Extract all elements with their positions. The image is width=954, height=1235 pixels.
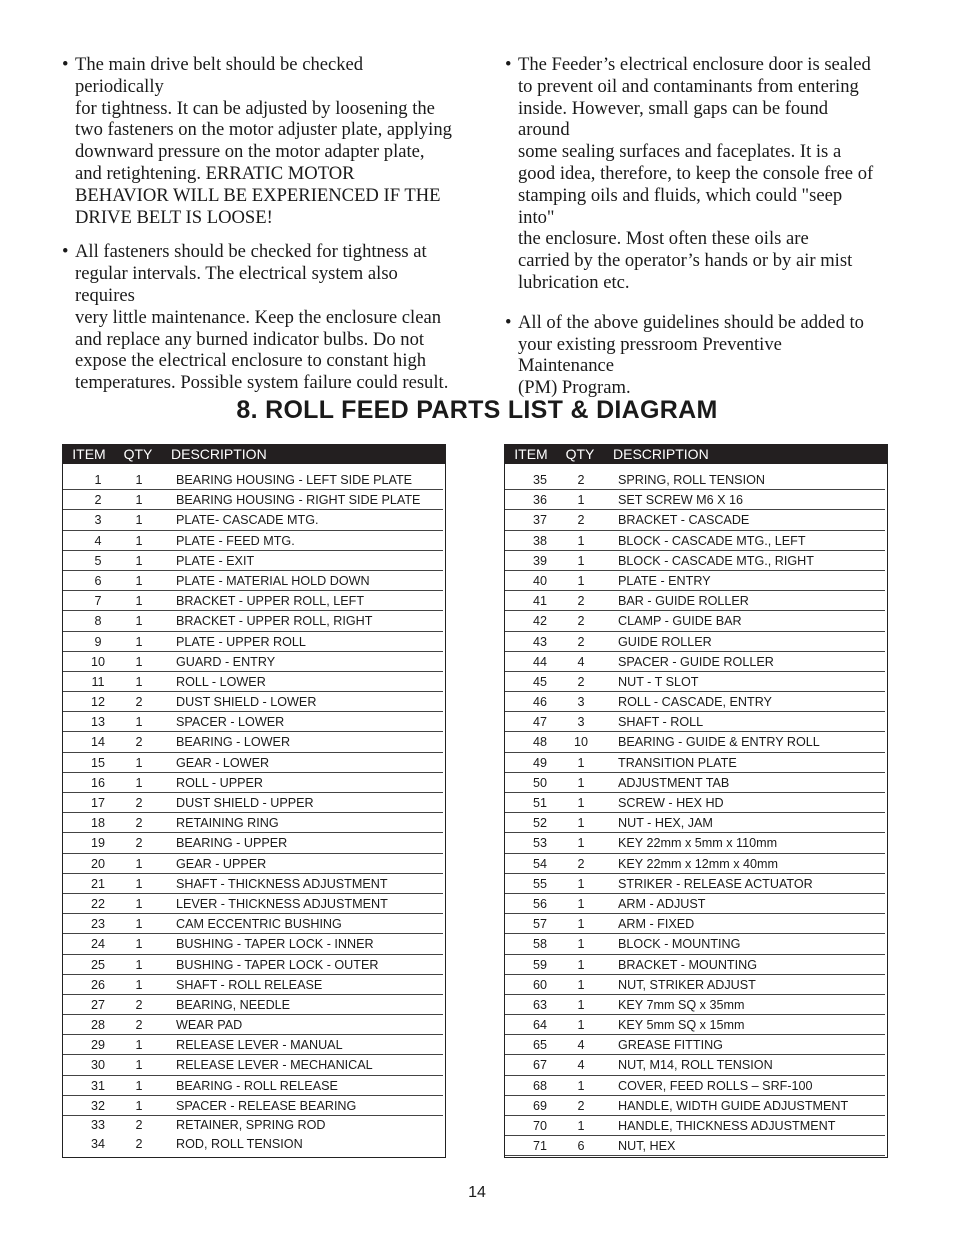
table-row bbox=[63, 632, 443, 652]
description: NUT, HEX bbox=[618, 1139, 676, 1154]
description: BRACKET - MOUNTING bbox=[618, 957, 758, 972]
quantity: 4 bbox=[577, 1058, 585, 1073]
description: PLATE - ENTRY bbox=[618, 573, 711, 588]
table-row bbox=[63, 531, 443, 551]
table-row bbox=[63, 1096, 443, 1116]
quantity: 1 bbox=[577, 573, 585, 588]
description: PLATE - UPPER ROLL bbox=[176, 634, 306, 649]
item-number: 42 bbox=[532, 614, 547, 629]
table-row bbox=[505, 490, 885, 510]
description: BEARING - GUIDE & ENTRY ROLL bbox=[618, 735, 820, 750]
item-number: 52 bbox=[532, 816, 547, 831]
quantity: 1 bbox=[577, 816, 585, 831]
quantity: 2 bbox=[577, 513, 585, 528]
description: NUT, M14, ROLL TENSION bbox=[618, 1058, 773, 1073]
table-row bbox=[505, 470, 885, 490]
header-qty: QTY bbox=[565, 446, 595, 462]
quantity: 1 bbox=[135, 594, 143, 609]
table-row bbox=[63, 1076, 443, 1096]
table-row bbox=[505, 551, 885, 571]
item-number: 70 bbox=[532, 1119, 547, 1133]
bullet-paragraph: • The main drive belt should be checked periodically for tightness. It can be adjusted by loosening the two fasteners on the motor adjuster plate, applying downward pressure on the motor adapter plate, and retightening. ERRATIC MOTOR BEHAVIOR WILL BE EXPERIENCED IF THE DRIVE BELT IS LOOSE! bbox=[62, 54, 454, 228]
quantity: 1 bbox=[135, 1038, 143, 1053]
item-number: 31 bbox=[90, 1078, 105, 1093]
quantity: 2 bbox=[135, 836, 143, 851]
item-number: 26 bbox=[90, 977, 105, 992]
quantity: 2 bbox=[577, 473, 585, 487]
item-number: 27 bbox=[90, 997, 105, 1012]
item-number: 41 bbox=[532, 594, 547, 609]
quantity: 1 bbox=[135, 553, 143, 568]
description: RELEASE LEVER - MANUAL bbox=[176, 1038, 343, 1053]
table-header bbox=[505, 444, 887, 470]
quantity: 1 bbox=[135, 896, 143, 911]
header-item: ITEM bbox=[514, 446, 548, 462]
quantity: 3 bbox=[577, 715, 585, 730]
description: SPACER - LOWER bbox=[176, 715, 285, 730]
table-row bbox=[63, 753, 443, 773]
table-row bbox=[63, 490, 443, 510]
item-number: 40 bbox=[532, 573, 547, 588]
quantity: 2 bbox=[135, 735, 143, 750]
quantity: 2 bbox=[135, 1018, 143, 1033]
table-row bbox=[505, 652, 885, 672]
quantity: 2 bbox=[577, 856, 585, 871]
table-row bbox=[63, 1055, 443, 1075]
quantity: 1 bbox=[135, 715, 143, 730]
description: ROLL - CASCADE, ENTRY bbox=[618, 695, 772, 710]
table-row bbox=[63, 833, 443, 853]
quantity: 1 bbox=[135, 775, 143, 790]
quantity: 2 bbox=[577, 674, 585, 689]
item-number: 47 bbox=[532, 715, 547, 730]
item-number: 12 bbox=[90, 695, 105, 710]
table-row bbox=[505, 1076, 885, 1096]
table-row bbox=[505, 1096, 885, 1116]
item-number: 15 bbox=[90, 755, 105, 770]
bullet-paragraph: • All fasteners should be checked for tightness at regular intervals. The electrical system also requires very little maintenance. Keep the enclosure clean and replace any burned indicator bulbs. Do not expose the electrical enclosure to constant high temperatures. Possible system failure could result. bbox=[62, 241, 454, 394]
table-row bbox=[63, 1116, 443, 1135]
table-row bbox=[63, 652, 443, 672]
item-number: 46 bbox=[532, 695, 547, 710]
table-row bbox=[505, 833, 885, 853]
item-number: 25 bbox=[90, 957, 105, 972]
item-number: 51 bbox=[532, 796, 547, 810]
table-row bbox=[505, 510, 885, 530]
quantity: 1 bbox=[135, 957, 143, 972]
description: RETAINING RING bbox=[176, 816, 279, 831]
item-number: 29 bbox=[90, 1038, 105, 1053]
quantity: 1 bbox=[135, 573, 143, 588]
quantity: 10 bbox=[573, 735, 588, 750]
table-row bbox=[63, 551, 443, 571]
table-row bbox=[63, 894, 443, 914]
description: BEARING HOUSING - RIGHT SIDE PLATE bbox=[176, 493, 421, 508]
header-description: DESCRIPTION bbox=[171, 446, 267, 462]
quantity: 3 bbox=[577, 695, 585, 710]
table-row bbox=[63, 934, 443, 954]
table-row bbox=[505, 874, 885, 894]
description: DUST SHIELD - UPPER bbox=[176, 796, 314, 810]
item-number: 22 bbox=[90, 896, 105, 911]
quantity: 1 bbox=[577, 917, 585, 932]
table-row bbox=[505, 1035, 885, 1055]
description: HANDLE, THICKNESS ADJUSTMENT bbox=[618, 1119, 836, 1133]
quantity: 1 bbox=[135, 1058, 143, 1073]
item-number: 56 bbox=[532, 896, 547, 911]
left-text-column bbox=[62, 54, 454, 407]
table-row bbox=[63, 571, 443, 591]
description: BEARING, NEEDLE bbox=[176, 997, 291, 1012]
table-row bbox=[63, 793, 443, 813]
quantity: 1 bbox=[577, 1119, 585, 1133]
item-number: 48 bbox=[532, 735, 547, 750]
description: SHAFT - THICKNESS ADJUSTMENT bbox=[176, 876, 388, 891]
item-number: 57 bbox=[532, 917, 547, 932]
table-row bbox=[505, 571, 885, 591]
bullet-paragraph: • All of the above guidelines should be added to your existing pressroom Preventive Maintenance (PM) Program. bbox=[505, 312, 877, 399]
table-row bbox=[63, 692, 443, 712]
item-number: 64 bbox=[532, 1018, 547, 1033]
quantity: 1 bbox=[577, 755, 585, 770]
table-row bbox=[505, 712, 885, 732]
description: BEARING - UPPER bbox=[176, 836, 288, 851]
table-row bbox=[505, 975, 885, 995]
item-number: 44 bbox=[532, 654, 547, 669]
parts-table-right bbox=[504, 444, 888, 1158]
description: ARM - FIXED bbox=[618, 917, 695, 932]
quantity: 4 bbox=[577, 654, 585, 669]
table-row bbox=[505, 591, 885, 611]
item-number: 58 bbox=[532, 937, 547, 952]
item-number: 33 bbox=[90, 1118, 105, 1132]
item-number: 37 bbox=[532, 513, 547, 528]
quantity: 1 bbox=[577, 997, 585, 1012]
quantity: 1 bbox=[577, 553, 585, 568]
description: CAM ECCENTRIC BUSHING bbox=[176, 917, 342, 932]
quantity: 2 bbox=[577, 1098, 585, 1113]
right-text-column bbox=[505, 54, 877, 417]
item-number: 6 bbox=[94, 573, 102, 588]
item-number: 18 bbox=[90, 816, 105, 831]
header-qty: QTY bbox=[123, 446, 153, 462]
section-title: 8. ROLL FEED PARTS LIST & DIAGRAM bbox=[236, 396, 718, 424]
table-row bbox=[505, 672, 885, 692]
description: CLAMP - GUIDE BAR bbox=[618, 614, 742, 629]
description: LEVER - THICKNESS ADJUSTMENT bbox=[176, 896, 388, 911]
bullet-paragraph: • The Feeder’s electrical enclosure door is sealed to prevent oil and contaminants from entering inside. However, small gaps can be found around some sealing surfaces and faceplates. It is a good idea, therefore, to keep the console free of stamping oils and fluids, which could "seep into" the enclosure. Most often these oils are carried by the operator’s hands or by air mist lubrication etc. bbox=[505, 54, 877, 294]
description: BUSHING - TAPER LOCK - INNER bbox=[176, 937, 374, 952]
description: SHAFT - ROLL RELEASE bbox=[176, 977, 323, 992]
quantity: 1 bbox=[135, 674, 143, 689]
table-row bbox=[63, 1035, 443, 1055]
quantity: 1 bbox=[577, 957, 585, 972]
description: NUT, STRIKER ADJUST bbox=[618, 977, 756, 992]
quantity: 2 bbox=[577, 634, 585, 649]
quantity: 1 bbox=[577, 533, 585, 548]
table-row bbox=[505, 793, 885, 813]
header-item: ITEM bbox=[72, 446, 106, 462]
item-number: 45 bbox=[532, 674, 547, 689]
item-number: 11 bbox=[91, 674, 105, 689]
description: WEAR PAD bbox=[176, 1018, 243, 1033]
item-number: 50 bbox=[532, 775, 547, 790]
description: SHAFT - ROLL bbox=[618, 715, 704, 730]
item-number: 54 bbox=[532, 856, 547, 871]
quantity: 2 bbox=[135, 695, 143, 710]
item-number: 14 bbox=[90, 735, 105, 750]
quantity: 1 bbox=[135, 937, 143, 952]
table-row bbox=[63, 874, 443, 894]
quantity: 4 bbox=[577, 1038, 585, 1053]
quantity: 1 bbox=[135, 654, 143, 669]
description: BEARING - ROLL RELEASE bbox=[176, 1078, 338, 1093]
quantity: 6 bbox=[577, 1139, 585, 1154]
item-number: 19 bbox=[90, 836, 105, 851]
quantity: 1 bbox=[577, 876, 585, 891]
table-row bbox=[63, 955, 443, 975]
quantity: 1 bbox=[577, 775, 585, 790]
description: DUST SHIELD - LOWER bbox=[176, 695, 317, 710]
quantity: 1 bbox=[135, 755, 143, 770]
table-row bbox=[505, 531, 885, 551]
table-row bbox=[505, 753, 885, 773]
description: NUT - HEX, JAM bbox=[618, 816, 713, 831]
item-number: 23 bbox=[90, 917, 105, 932]
table-row bbox=[505, 773, 885, 793]
description: GEAR - UPPER bbox=[176, 856, 267, 871]
table-row bbox=[63, 1015, 443, 1035]
quantity: 2 bbox=[135, 816, 143, 831]
item-number: 35 bbox=[532, 473, 547, 487]
table-row bbox=[63, 975, 443, 995]
table-row bbox=[505, 914, 885, 934]
item-number: 71 bbox=[532, 1139, 547, 1154]
description: SCREW - HEX HD bbox=[618, 796, 724, 810]
description: KEY 22mm x 5mm x 110mm bbox=[618, 836, 778, 851]
item-number: 68 bbox=[532, 1078, 547, 1093]
description: RETAINER, SPRING ROD bbox=[176, 1118, 326, 1132]
table-row bbox=[505, 934, 885, 954]
header-description: DESCRIPTION bbox=[613, 446, 709, 462]
item-number: 2 bbox=[94, 493, 102, 508]
quantity: 1 bbox=[135, 977, 143, 992]
item-number: 38 bbox=[532, 533, 547, 548]
table-row bbox=[505, 632, 885, 652]
description: SET SCREW M6 X 16 bbox=[618, 493, 744, 508]
description: KEY 5mm SQ x 15mm bbox=[618, 1018, 745, 1033]
description: HANDLE, WIDTH GUIDE ADJUSTMENT bbox=[618, 1098, 849, 1113]
item-number: 65 bbox=[532, 1038, 547, 1053]
quantity: 1 bbox=[135, 876, 143, 891]
table-row bbox=[505, 955, 885, 975]
quantity: 2 bbox=[135, 796, 143, 810]
table-row bbox=[63, 470, 443, 490]
item-number: 28 bbox=[90, 1018, 105, 1033]
description: BLOCK - CASCADE MTG., LEFT bbox=[618, 533, 806, 548]
item-number: 16 bbox=[90, 775, 105, 790]
table-row bbox=[63, 611, 443, 631]
quantity: 1 bbox=[135, 614, 143, 629]
description: ADJUSTMENT TAB bbox=[618, 775, 730, 790]
parts-table-left bbox=[62, 444, 446, 1158]
description: BEARING HOUSING - LEFT SIDE PLATE bbox=[176, 473, 413, 487]
table-row bbox=[63, 1135, 443, 1154]
table-body bbox=[63, 470, 445, 1154]
quantity: 1 bbox=[577, 1078, 585, 1093]
description: ROLL - UPPER bbox=[176, 775, 264, 790]
item-number: 13 bbox=[90, 715, 105, 730]
quantity: 1 bbox=[135, 473, 143, 487]
item-number: 60 bbox=[532, 977, 547, 992]
table-header bbox=[63, 444, 445, 470]
table-row bbox=[505, 995, 885, 1015]
description: TRANSITION PLATE bbox=[618, 755, 737, 770]
item-number: 21 bbox=[90, 876, 105, 891]
description: PLATE- CASCADE MTG. bbox=[176, 513, 319, 528]
description: SPRING, ROLL TENSION bbox=[618, 473, 765, 487]
item-number: 34 bbox=[90, 1137, 105, 1151]
description: COVER, FEED ROLLS – SRF-100 bbox=[618, 1078, 813, 1093]
description: PLATE - MATERIAL HOLD DOWN bbox=[176, 573, 370, 588]
table-row bbox=[505, 1136, 885, 1156]
table-row bbox=[63, 773, 443, 793]
table-row bbox=[505, 692, 885, 712]
item-number: 7 bbox=[94, 594, 102, 609]
item-number: 9 bbox=[94, 634, 102, 649]
item-number: 69 bbox=[532, 1098, 547, 1113]
table-row bbox=[63, 732, 443, 752]
quantity: 1 bbox=[577, 977, 585, 992]
description: GUARD - ENTRY bbox=[176, 654, 276, 669]
table-row bbox=[505, 894, 885, 914]
item-number: 63 bbox=[532, 997, 547, 1012]
quantity: 2 bbox=[135, 1137, 143, 1151]
quantity: 1 bbox=[135, 917, 143, 932]
quantity: 1 bbox=[135, 856, 143, 871]
item-number: 4 bbox=[94, 533, 102, 548]
description: KEY 7mm SQ x 35mm bbox=[618, 997, 745, 1012]
quantity: 1 bbox=[577, 937, 585, 952]
quantity: 1 bbox=[577, 836, 585, 851]
quantity: 1 bbox=[577, 493, 585, 508]
table-body bbox=[505, 470, 887, 1156]
description: PLATE - FEED MTG. bbox=[176, 533, 295, 548]
description: BEARING - LOWER bbox=[176, 735, 291, 750]
table-row bbox=[63, 995, 443, 1015]
item-number: 1 bbox=[94, 473, 102, 487]
item-number: 55 bbox=[532, 876, 547, 891]
quantity: 2 bbox=[577, 594, 585, 609]
table-row bbox=[63, 914, 443, 934]
item-number: 5 bbox=[94, 553, 102, 568]
item-number: 24 bbox=[90, 937, 105, 952]
table-row bbox=[63, 672, 443, 692]
item-number: 53 bbox=[532, 836, 547, 851]
description: RELEASE LEVER - MECHANICAL bbox=[176, 1058, 373, 1073]
description: GEAR - LOWER bbox=[176, 755, 270, 770]
table-row bbox=[505, 732, 885, 752]
quantity: 2 bbox=[135, 1118, 143, 1132]
table-row bbox=[63, 813, 443, 833]
description: NUT - T SLOT bbox=[618, 674, 699, 689]
item-number: 59 bbox=[532, 957, 547, 972]
description: BRACKET - CASCADE bbox=[618, 513, 750, 528]
item-number: 8 bbox=[94, 614, 102, 629]
table-row bbox=[63, 712, 443, 732]
description: BLOCK - MOUNTING bbox=[618, 937, 741, 952]
quantity: 1 bbox=[135, 634, 143, 649]
page-number: 14 bbox=[468, 1184, 486, 1201]
item-number: 3 bbox=[94, 513, 102, 528]
item-number: 36 bbox=[532, 493, 547, 508]
table-row bbox=[63, 510, 443, 530]
quantity: 1 bbox=[135, 513, 143, 528]
description: GUIDE ROLLER bbox=[618, 634, 712, 649]
description: BRACKET - UPPER ROLL, RIGHT bbox=[176, 614, 373, 629]
description: ROLL - LOWER bbox=[176, 674, 266, 689]
quantity: 1 bbox=[577, 896, 585, 911]
quantity: 1 bbox=[577, 1018, 585, 1033]
description: GREASE FITTING bbox=[618, 1038, 723, 1053]
item-number: 30 bbox=[90, 1058, 105, 1073]
item-number: 67 bbox=[532, 1058, 547, 1073]
description: KEY 22mm x 12mm x 40mm bbox=[618, 856, 779, 871]
quantity: 1 bbox=[135, 493, 143, 508]
description: PLATE - EXIT bbox=[176, 553, 255, 568]
item-number: 43 bbox=[532, 634, 547, 649]
description: ARM - ADJUST bbox=[618, 896, 706, 911]
description: BUSHING - TAPER LOCK - OUTER bbox=[176, 957, 379, 972]
table-row bbox=[505, 813, 885, 833]
table-row bbox=[505, 854, 885, 874]
table-row bbox=[63, 591, 443, 611]
description: SPACER - GUIDE ROLLER bbox=[618, 654, 774, 669]
table-row bbox=[505, 611, 885, 631]
quantity: 2 bbox=[577, 614, 585, 629]
table-row bbox=[63, 854, 443, 874]
description: ROD, ROLL TENSION bbox=[176, 1137, 303, 1151]
table-row bbox=[505, 1055, 885, 1075]
quantity: 1 bbox=[577, 796, 585, 810]
item-number: 39 bbox=[532, 553, 547, 568]
description: SPACER - RELEASE BEARING bbox=[176, 1098, 357, 1113]
item-number: 17 bbox=[90, 796, 105, 810]
quantity: 1 bbox=[135, 533, 143, 548]
item-number: 49 bbox=[532, 755, 547, 770]
item-number: 10 bbox=[90, 654, 105, 669]
description: BAR - GUIDE ROLLER bbox=[618, 594, 749, 609]
quantity: 2 bbox=[135, 997, 143, 1012]
item-number: 32 bbox=[90, 1098, 105, 1113]
description: STRIKER - RELEASE ACTUATOR bbox=[618, 876, 813, 891]
description: BRACKET - UPPER ROLL, LEFT bbox=[176, 594, 365, 609]
quantity: 1 bbox=[135, 1098, 143, 1113]
description: BLOCK - CASCADE MTG., RIGHT bbox=[618, 553, 814, 568]
item-number: 20 bbox=[90, 856, 105, 871]
table-row bbox=[505, 1116, 885, 1136]
table-row bbox=[505, 1015, 885, 1035]
quantity: 1 bbox=[135, 1078, 143, 1093]
